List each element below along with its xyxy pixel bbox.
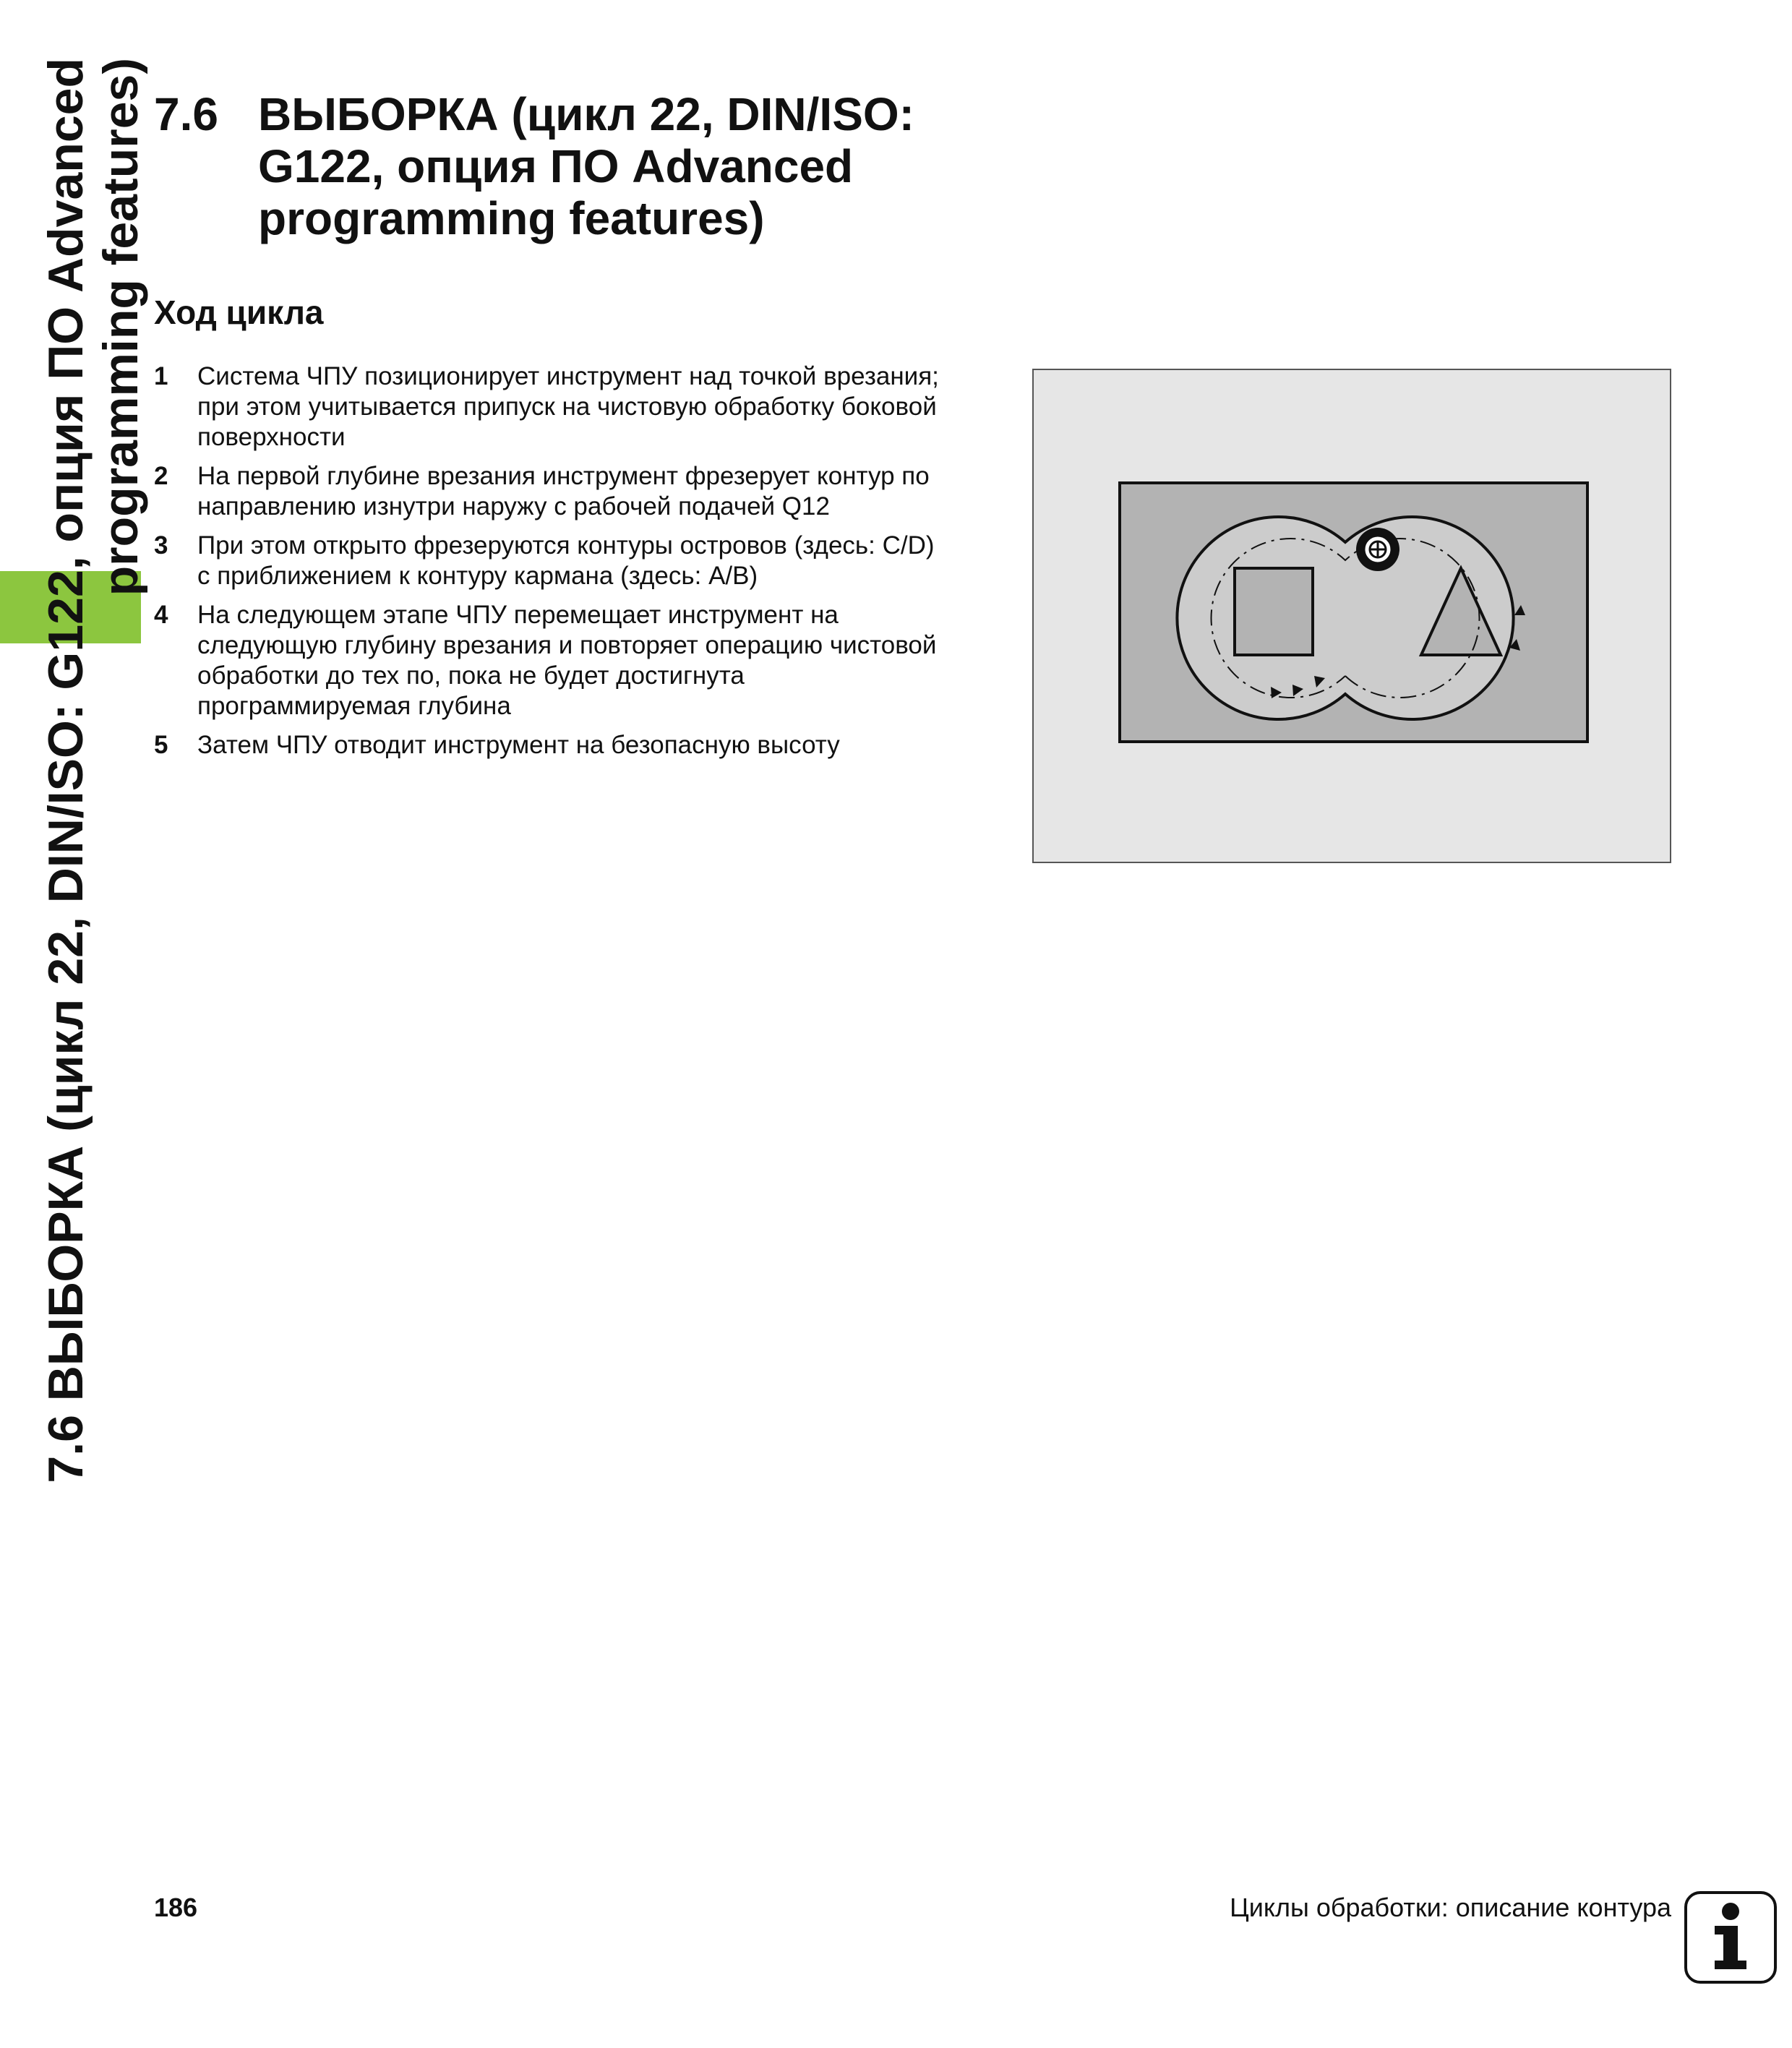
step-number: 5 xyxy=(154,731,168,759)
step-number: 2 xyxy=(154,462,168,490)
pocket-milling-figure xyxy=(1032,369,1671,863)
step-item xyxy=(154,361,993,453)
page-number: 186 xyxy=(154,1893,198,1922)
section-number: 7.6 xyxy=(154,88,218,140)
section-title-line: ВЫБОРКА (цикл 22, DIN/ISO: xyxy=(258,88,914,140)
side-title-line-2: programming features) xyxy=(93,58,148,596)
step-line: при этом учитывается припуск на чистовую обработку боковой xyxy=(197,393,937,421)
milling-cutter-icon xyxy=(1356,528,1399,571)
section-title-line: G122, опция ПО Advanced xyxy=(258,140,854,192)
subheading-cycle-run: Ход цикла xyxy=(154,294,324,331)
island-square xyxy=(1235,568,1313,655)
info-glyph xyxy=(1687,1894,1774,1981)
step-number: 1 xyxy=(154,362,168,390)
section-title xyxy=(258,88,981,244)
step-text xyxy=(197,531,993,591)
side-title-line-1: 7.6 ВЫБОРКА (цикл 22, DIN/ISO: G122, опция ПО Advanced xyxy=(38,58,93,1483)
step-line: При этом открыто фрезеруются контуры островов (здесь: C/D) xyxy=(197,531,935,560)
step-line: направлению изнутри наружу с рабочей подачей Q12 xyxy=(197,492,830,520)
step-line: следующую глубину врезания и повторяет операцию чистовой xyxy=(197,631,937,659)
step-line: На следующем этапе ЧПУ перемещает инструмент на xyxy=(197,601,839,629)
step-line: Система ЧПУ позиционирует инструмент над точкой врезания; xyxy=(197,362,939,390)
step-item xyxy=(154,600,993,721)
step-line: обработки до тех по, пока не будет достигнута xyxy=(197,661,745,690)
step-line: программируемая глубина xyxy=(197,692,511,720)
step-text xyxy=(197,600,993,721)
side-running-title xyxy=(27,58,159,1504)
step-text xyxy=(197,361,993,453)
step-line: На первой глубине врезания инструмент фрезерует контур по xyxy=(197,462,930,490)
step-text xyxy=(197,730,993,760)
step-item xyxy=(154,730,993,760)
section-title-line: programming features) xyxy=(258,192,765,244)
footer-chapter-title: Циклы обработки: описание контура xyxy=(1230,1893,1671,1922)
step-item xyxy=(154,461,993,522)
step-text xyxy=(197,461,993,522)
step-line: Затем ЧПУ отводит инструмент на безопасную высоту xyxy=(197,731,840,759)
step-item xyxy=(154,531,993,591)
cycle-steps-list xyxy=(154,361,993,769)
step-number: 3 xyxy=(154,531,168,560)
info-icon[interactable] xyxy=(1684,1891,1777,1984)
step-line: поверхности xyxy=(197,423,346,451)
step-line: с приближением к контуру кармана (здесь: A/B) xyxy=(197,562,758,590)
step-number: 4 xyxy=(154,601,168,629)
